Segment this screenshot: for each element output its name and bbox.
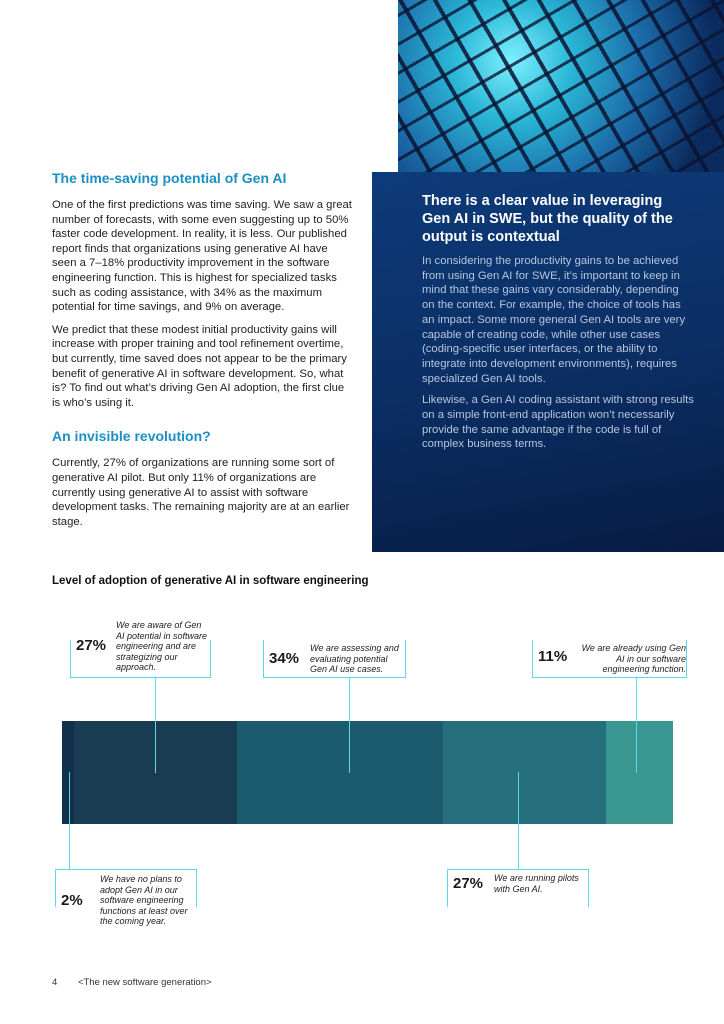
page-footer xyxy=(52,977,212,988)
callout-heading: There is a clear value in leveraging Gen AI in SWE, but the quality of the output is contextual xyxy=(422,193,673,245)
section1-paragraph-2: We predict that these modest initial productivity gains will increase with proper training and tool refinement overtime, but currently, time saved does not appear to be the primary benefit of generative AI in software development. So, what is? To find out what’s driving Gen AI adoption, the first clue is who’s using it. xyxy=(52,323,347,409)
label-value-pilots: 27% xyxy=(453,875,484,892)
bar-pilots xyxy=(443,721,606,824)
label-text-aware: We are aware of Gen AI potential in software engineering and are strategizing our approach. xyxy=(116,620,208,672)
section-heading-invisible-revolution: An invisible revolution? xyxy=(52,428,211,445)
connector-aware xyxy=(155,678,156,773)
label-value-assessing: 34% xyxy=(269,650,300,667)
hero-photo xyxy=(398,0,724,172)
label-text-assessing: We are assessing and evaluating potential Gen AI use cases. xyxy=(310,643,399,674)
chart-title: Level of adoption of generative AI in software engineering xyxy=(52,575,369,587)
callout-box xyxy=(372,172,724,552)
connector-assessing xyxy=(349,678,350,773)
label-value-using: 11% xyxy=(538,648,568,665)
footer-title: <The new software generation> xyxy=(77,977,212,988)
bar-assessing xyxy=(237,721,443,824)
left-column xyxy=(52,170,352,537)
section1-paragraph-1: One of the first predictions was time saving. We saw a great number of forecasts, with some even suggesting up to 50% faster code development. In reality, it is less. Our published report finds that organizations using generative AI have seen a 7–18% productivity improvement in the software engineering function. This is highest for specialized tasks such as coding assistance, with 34% as the maximum potential for time savings, and 9% on average. xyxy=(52,199,352,314)
page-number: 4 xyxy=(52,977,58,988)
bar-using xyxy=(606,721,673,824)
callout-paragraph-1: In considering the productivity gains to be achieved from using Gen AI for SWE, it’s important to keep in mind that these gains vary considerably, depending on the context. For example, the choice of tools has an impact. Some more general Gen AI tools are very capable of creating code, while other use cases (coding-specific user interfaces, or the ability to integrate into development environments), requires specialized Gen AI tools. xyxy=(422,255,686,385)
callout-paragraph-2: Likewise, a Gen AI coding assistant with strong results on a simple front-end application won’t necessarily provide the same advantage if the code is full of complex business terms. xyxy=(422,394,694,451)
label-text-pilots: We are running pilots with Gen AI. xyxy=(494,873,579,894)
section-heading-time-saving: The time-saving potential of Gen AI xyxy=(52,170,287,186)
label-text-no-plans: We have no plans to adopt Gen AI in our software engineering functions at least over the coming year. xyxy=(100,874,188,926)
connector-pilots xyxy=(518,772,519,870)
label-value-aware: 27% xyxy=(76,637,107,654)
connector-using xyxy=(636,678,637,773)
label-text-using: We are already using Gen AI in our software engineering function. xyxy=(581,643,686,674)
label-value-no-plans: 2% xyxy=(61,892,83,909)
section2-paragraph-1: Currently, 27% of organizations are running some sort of generative AI pilot. But only 11% of organizations are currently using generative AI to assist with software development tasks. The remaining majority are at an earlier stage. xyxy=(52,457,350,528)
connector-no-plans xyxy=(69,772,70,870)
